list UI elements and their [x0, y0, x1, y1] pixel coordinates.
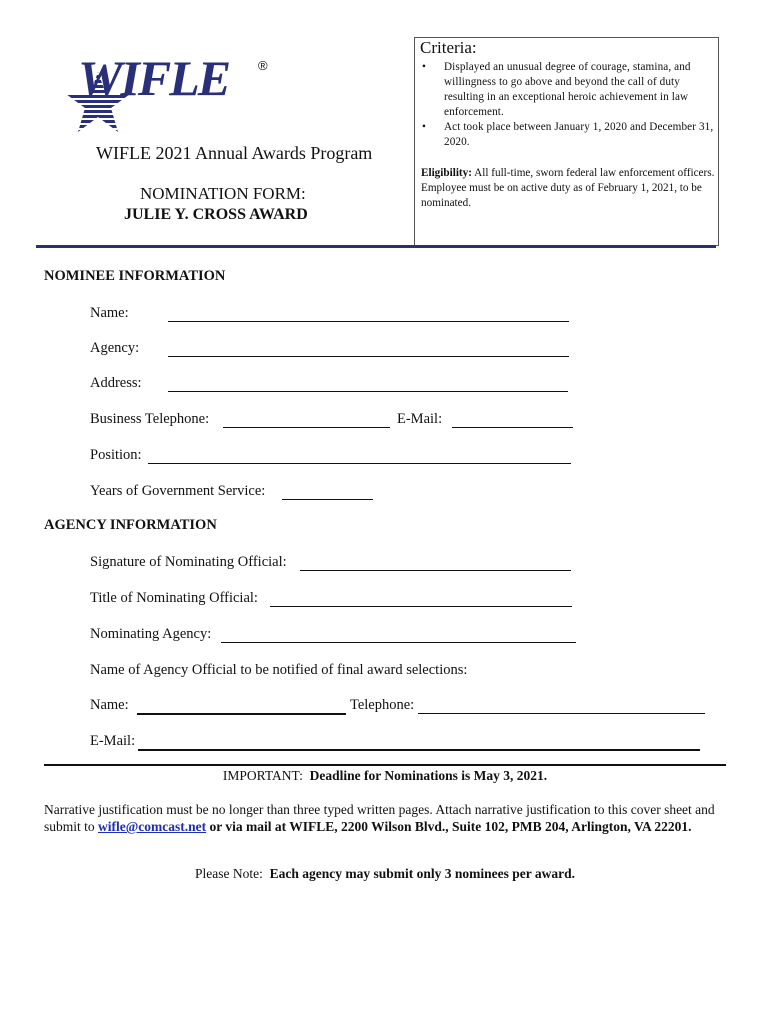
- notify-text: Name of Agency Official to be notified of final award selections:: [90, 662, 468, 678]
- eligibility: [421, 166, 717, 211]
- official-name-input[interactable]: [137, 698, 346, 715]
- nominee-years-input[interactable]: [282, 485, 373, 500]
- please-note-label: Please Note:: [195, 866, 263, 881]
- nominee-email-input[interactable]: [452, 413, 573, 428]
- star-icon: [60, 50, 280, 140]
- nominee-address-input[interactable]: [168, 377, 568, 392]
- nominee-phone-label: Business Telephone:: [90, 411, 210, 427]
- signature-label: Signature of Nominating Official:: [90, 554, 287, 570]
- nominee-name-input[interactable]: [168, 307, 569, 322]
- eligibility-text: All full-time, sworn federal law enforcement officers. Employee must be on active duty as of February 1, 2021, to be nominated.: [421, 167, 715, 209]
- award-name: JULIE Y. CROSS AWARD: [124, 206, 308, 223]
- official-telephone-input[interactable]: [418, 699, 705, 714]
- deadline-text: Deadline for Nominations is May 3, 2021.: [309, 768, 548, 783]
- nominee-section-heading: NOMINEE INFORMATION: [44, 268, 226, 284]
- nominee-address-label: Address:: [90, 375, 142, 391]
- official-email-input[interactable]: [138, 734, 700, 751]
- official-telephone-label: Telephone:: [350, 697, 415, 713]
- footer-rule: [44, 764, 726, 766]
- please-note-text: Each agency may submit only 3 nominees per award.: [269, 866, 575, 881]
- email-link[interactable]: wifle@comcast.net: [98, 819, 207, 834]
- nominee-position-input[interactable]: [148, 449, 571, 464]
- criteria-list: [422, 60, 714, 150]
- criteria-item: [422, 120, 714, 150]
- bullet-icon: •: [422, 121, 427, 133]
- official-title-input[interactable]: [270, 592, 572, 607]
- criteria-title: Criteria:: [420, 38, 477, 57]
- nominating-agency-label: Nominating Agency:: [90, 626, 212, 642]
- nominee-phone-input[interactable]: [223, 413, 390, 428]
- official-title-label: Title of Nominating Official:: [90, 590, 258, 606]
- bullet-icon: •: [422, 61, 427, 73]
- nominee-agency-row: [90, 340, 139, 357]
- nominating-agency-input[interactable]: [221, 628, 576, 643]
- form-title: NOMINATION FORM:: [140, 184, 306, 203]
- nominee-name-label: Name:: [90, 305, 129, 321]
- criteria-item-text: Act took place between January 1, 2020 and December 31, 2020.: [444, 121, 714, 148]
- criteria-item: [422, 60, 714, 120]
- narrative-instructions: [44, 801, 734, 835]
- registered-mark: ®: [258, 58, 268, 73]
- eligibility-label: Eligibility:: [421, 167, 472, 179]
- official-email-label: E-Mail:: [90, 733, 136, 749]
- nominee-agency-input[interactable]: [168, 342, 569, 357]
- important-label: IMPORTANT:: [222, 768, 303, 783]
- nominee-agency-label: Agency:: [90, 340, 140, 356]
- nominee-name-row: [90, 305, 129, 322]
- agency-section-heading: AGENCY INFORMATION: [44, 517, 217, 533]
- logo-wordmark: WIFLE: [78, 50, 230, 106]
- header-divider: [36, 245, 716, 248]
- nominee-years-label: Years of Government Service:: [90, 483, 266, 499]
- wifle-logo: [60, 50, 280, 140]
- narrative-text: Narrative justification must be no longer than three typed written pages. Attach narrative justification to this cover sheet and submit to: [44, 802, 715, 834]
- nominee-address-row: [90, 375, 142, 392]
- official-name-label: Name:: [90, 697, 129, 713]
- nominee-email-label: E-Mail:: [397, 411, 443, 427]
- please-note: [44, 866, 726, 882]
- nominee-position-label: Position:: [90, 447, 142, 463]
- mail-address: or via mail at WIFLE, 2200 Wilson Blvd., Suite 102, PMB 204, Arlington, VA 22201.: [206, 819, 692, 834]
- criteria-item-text: Displayed an unusual degree of courage, stamina, and willingness to go above and beyond the call of duty resulting in an exceptional heroic achievement in law enforcement.: [444, 61, 691, 118]
- deadline-notice: [44, 768, 726, 784]
- signature-input[interactable]: [300, 556, 571, 571]
- program-title: WIFLE 2021 Annual Awards Program: [96, 143, 373, 163]
